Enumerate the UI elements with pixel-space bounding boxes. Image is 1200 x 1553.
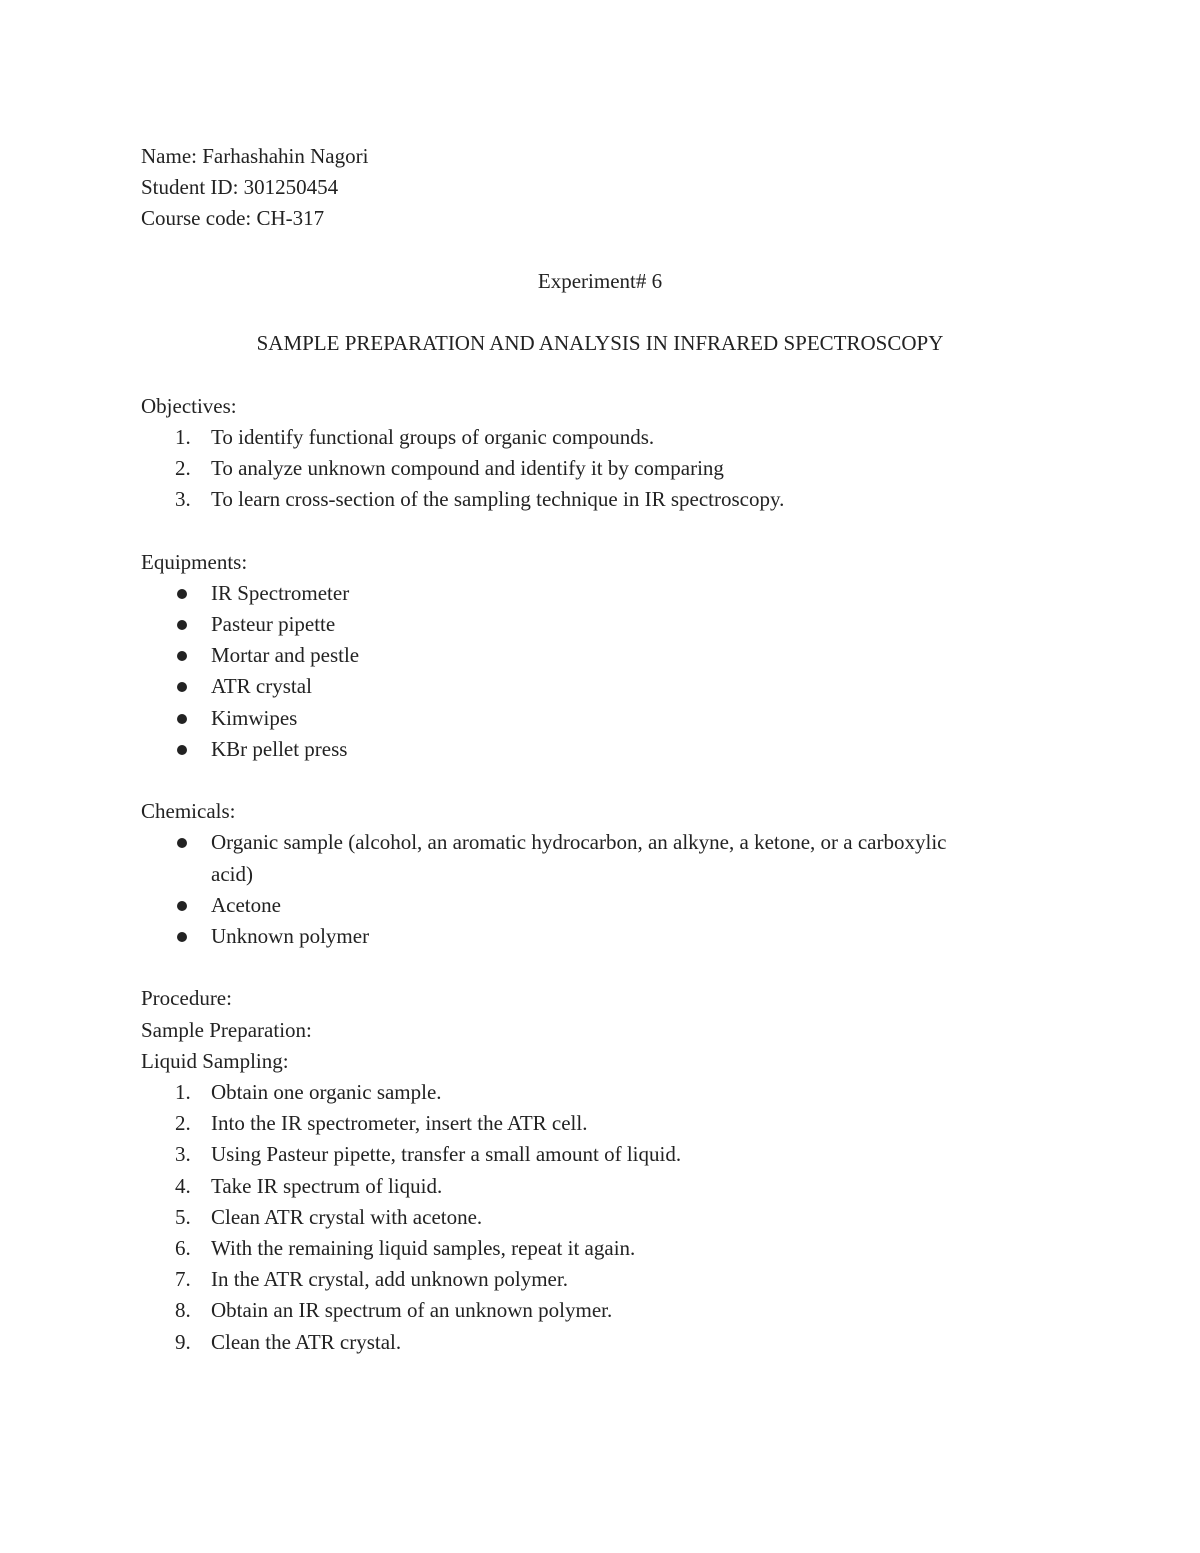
list-item: [141, 890, 1059, 921]
list-number: 1.: [175, 1080, 191, 1104]
list-item: [141, 1264, 1059, 1295]
student-name: Name: Farhashahin Nagori: [141, 144, 369, 168]
objectives-heading: Objectives:: [141, 393, 237, 418]
document-page: [141, 141, 1059, 1358]
list-text: Using Pasteur pipette, transfer a small amount of liquid.: [211, 1142, 682, 1167]
list-item: [141, 921, 1059, 952]
experiment-number: Experiment# 6: [537, 268, 663, 293]
list-text: Clean the ATR crystal.: [211, 1329, 402, 1354]
list-item: [141, 1139, 1059, 1170]
list-text: Mortar and pestle: [211, 643, 360, 668]
bullet-icon: [177, 901, 187, 911]
list-item: [141, 422, 1059, 453]
list-text: Unknown polymer: [211, 924, 370, 948]
list-text: ATR crystal: [211, 674, 312, 699]
chemicals-list: [141, 827, 1059, 952]
list-item: [141, 671, 1059, 702]
bullet-icon: [177, 838, 187, 848]
list-text: Kimwipes: [211, 705, 298, 730]
liquid-sampling-heading: Liquid Sampling:: [141, 1048, 289, 1073]
bullet-icon: [177, 714, 187, 724]
list-item: [141, 453, 1059, 484]
list-text: With the remaining liquid samples, repeat it again.: [211, 1236, 636, 1261]
course-code: Course code: CH-317: [141, 206, 325, 231]
list-text: Organic sample (alcohol, an aromatic hydrocarbon, an alkyne, a ketone, or a carboxylic: [211, 830, 947, 855]
list-item: [141, 827, 1059, 889]
list-text: In the ATR crystal, add unknown polymer.: [211, 1267, 568, 1292]
list-item: [141, 484, 1059, 515]
list-item: [141, 734, 1059, 765]
bullet-icon: [177, 682, 187, 692]
list-text: Take IR spectrum of liquid.: [211, 1173, 443, 1198]
list-text: To analyze unknown compound and identify it by comparing: [211, 455, 724, 480]
list-item: [141, 1233, 1059, 1264]
list-number: 1.: [175, 424, 191, 449]
list-text: Acetone: [211, 892, 281, 917]
list-item: [141, 703, 1059, 734]
list-number: 8.: [175, 1298, 191, 1323]
list-text: To learn cross-section of the sampling technique in IR spectroscopy.: [211, 487, 785, 512]
list-number: 7.: [175, 1267, 191, 1292]
procedure-steps-list: [141, 1077, 1059, 1358]
list-item: [141, 1327, 1059, 1358]
equipments-heading: Equipments:: [141, 549, 248, 574]
list-text: Obtain an IR spectrum of an unknown polymer.: [211, 1298, 613, 1323]
list-number: 5.: [175, 1204, 191, 1229]
list-text: IR Spectrometer: [211, 580, 350, 605]
list-number: 3.: [175, 1142, 191, 1167]
list-text: Into the IR spectrometer, insert the ATR cell.: [211, 1111, 588, 1136]
list-number: 6.: [175, 1236, 191, 1261]
list-item: [141, 1077, 1059, 1108]
list-number: 2.: [175, 455, 191, 480]
student-id: Student ID: 301250454: [141, 175, 339, 200]
chemicals-heading: Chemicals:: [141, 799, 236, 824]
list-text: KBr pellet press: [211, 736, 348, 761]
list-text: Obtain one organic sample.: [211, 1080, 442, 1104]
bullet-icon: [177, 651, 187, 661]
list-text: Pasteur pipette: [211, 611, 336, 636]
list-item: [141, 1171, 1059, 1202]
list-number: 4.: [175, 1173, 191, 1198]
equipments-list: [141, 578, 1059, 765]
list-text-continued: acid): [211, 861, 253, 886]
list-item: [141, 640, 1059, 671]
list-number: 2.: [175, 1111, 191, 1136]
list-text: To identify functional groups of organic compounds.: [211, 424, 655, 449]
list-item: [141, 1108, 1059, 1139]
bullet-icon: [177, 745, 187, 755]
bullet-icon: [177, 589, 187, 599]
bullet-icon: [177, 932, 187, 942]
list-item: [141, 578, 1059, 609]
list-number: 3.: [175, 487, 191, 512]
objectives-list: [141, 422, 1059, 516]
sample-preparation-heading: Sample Preparation:: [141, 1017, 312, 1042]
list-text: Clean ATR crystal with acetone.: [211, 1204, 483, 1229]
list-item: [141, 1202, 1059, 1233]
list-number: 9.: [175, 1329, 191, 1354]
document-title: SAMPLE PREPARATION AND ANALYSIS IN INFRARED SPECTROSCOPY: [256, 331, 944, 356]
bullet-icon: [177, 620, 187, 630]
list-item: [141, 609, 1059, 640]
procedure-heading: Procedure:: [141, 986, 232, 1011]
list-item: [141, 1295, 1059, 1326]
